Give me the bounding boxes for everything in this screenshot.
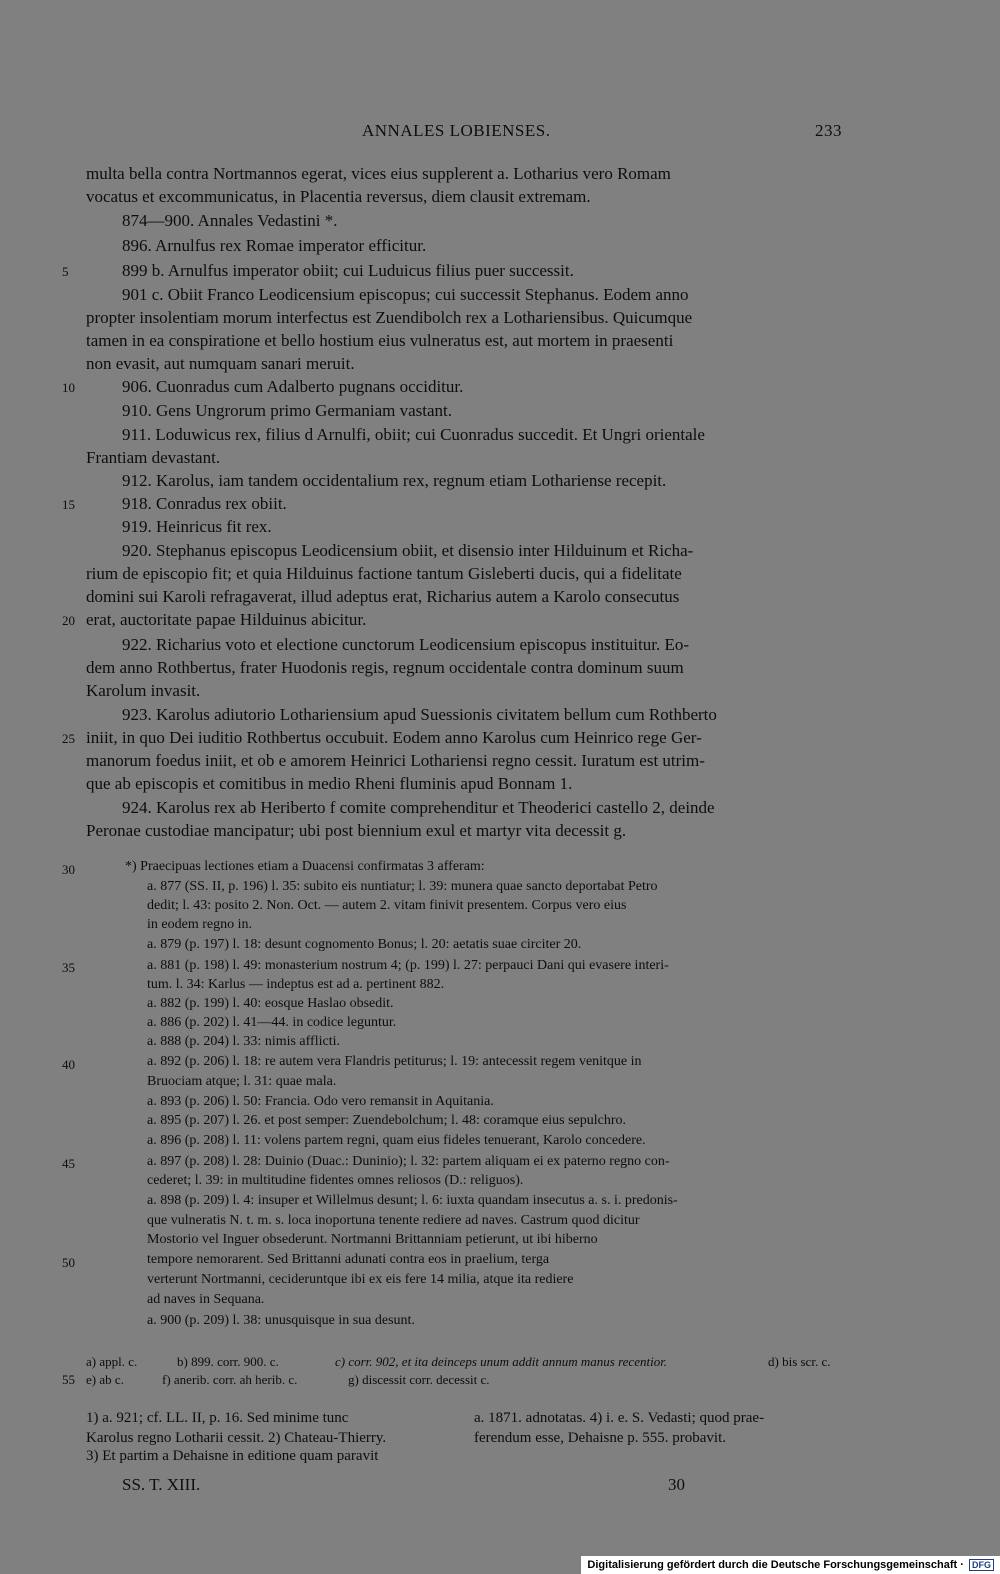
text-line: manorum foedus iniit, et ob e amorem Heinrici Lothariensi regno cessit. Iuratum est utrim- — [86, 751, 705, 770]
critical-note: a) appl. c. — [86, 1354, 138, 1369]
text-line: Frantiam devastant. — [86, 448, 221, 467]
footnote-line: a. 877 (SS. II, p. 196) l. 35: subito eis nuntiatur; l. 39: munera quae sancto deportabat Petro — [147, 879, 658, 894]
footnote-line: a. 897 (p. 208) l. 28: Duinio (Duac.: Duninio); l. 32: partem aliquam ei ex paterno regno con- — [147, 1154, 670, 1169]
footnote-line: a. 882 (p. 199) l. 40: eosque Haslao obsedit. — [147, 996, 394, 1011]
text-line: 922. Richarius voto et electione cunctorum Leodicensium episcopus instituitur. Eo- — [122, 635, 690, 654]
footnote-line: Mostorio vel Inguer obsederunt. Nortmanni Brittanniam petierunt, ut ibi hiberno — [147, 1232, 598, 1247]
footnote-line: a. 893 (p. 206) l. 50: Francia. Odo vero remansit in Aquitania. — [147, 1094, 494, 1109]
text-line: 912. Karolus, iam tandem occidentalium rex, regnum etiam Lothariense recepit. — [122, 471, 667, 490]
footnote-line: a. 886 (p. 202) l. 41—44. in codice leguntur. — [147, 1015, 397, 1030]
critical-note: g) discessit corr. decessit c. — [348, 1372, 490, 1387]
footnote-line: a. 896 (p. 208) l. 11: volens partem regni, quam eius fideles tenuerant, Karolo concedere. — [147, 1133, 646, 1148]
text-line: dem anno Rothbertus, frater Huodonis regis, regnum occidentale contra dominum suum — [86, 658, 684, 677]
text-line: rium de episcopio fit; et quia Hilduinus factione tantum Gisleberti ducis, qui a fidelitate — [86, 564, 682, 583]
footnote-line: in eodem regno in. — [147, 917, 252, 932]
footnote-line: tum. l. 34: Karlus — indeptus est ad a. pertinent 882. — [147, 977, 445, 992]
signature-number: 30 — [668, 1475, 685, 1494]
line-number: 10 — [62, 380, 75, 395]
text-line: tamen in ea conspiratione et bello hostium eius vulneratus est, aut mortem in praesenti — [86, 331, 674, 350]
text-line: vocatus et excommunicatus, in Placentia reversus, diem clausit extremam. — [86, 187, 591, 206]
line-number: 50 — [62, 1255, 75, 1270]
line-number: 30 — [62, 862, 75, 877]
footnote-line: Bruociam atque; l. 31: quae mala. — [147, 1074, 337, 1089]
text-line: 919. Heinricus fit rex. — [122, 517, 272, 536]
endnote-line: a. 1871. adnotatas. 4) i. e. S. Vedasti; quod prae- — [474, 1410, 765, 1426]
text-line: Peronae custodiae mancipatur; ubi post biennium exul et martyr vita decessit g. — [86, 821, 627, 840]
running-title: ANNALES LOBIENSES. — [362, 121, 551, 140]
text-line: non evasit, aut numquam sanari meruit. — [86, 354, 355, 373]
text-line: multa bella contra Nortmannos egerat, vices eius supplerent a. Lotharius vero Romam — [86, 164, 671, 183]
endnote-line: Karolus regno Lotharii cessit. 2) Chateau-Thierry. — [86, 1430, 387, 1446]
critical-note: e) ab c. — [86, 1372, 124, 1387]
line-number: 5 — [62, 264, 69, 279]
text-line: 918. Conradus rex obiit. — [122, 494, 287, 513]
footnote-line: cederet; l. 39: in multitudine fidentes omnes reliosos (D.: religuos). — [147, 1173, 524, 1188]
text-line: iniit, in quo Dei iuditio Rothbertus occubuit. Eodem anno Karolus cum Heinrico rege Ger- — [86, 728, 702, 747]
text-line: 920. Stephanus episcopus Leodicensium obiit, et disensio inter Hilduinum et Richa- — [122, 541, 694, 560]
critical-note: b) 899. corr. 900. c. — [177, 1354, 279, 1369]
footnote-line: a. 892 (p. 206) l. 18: re autem vera Flandris petiturus; l. 19: antecessit regem venitque in — [147, 1054, 642, 1069]
text-line: 924. Karolus rex ab Heriberto f comite comprehenditur et Theoderici castello 2, deinde — [122, 798, 715, 817]
line-number: 20 — [62, 613, 75, 628]
line-number: 15 — [62, 497, 75, 512]
critical-note: f) anerib. corr. ah herib. c. — [162, 1372, 298, 1387]
line-number: 25 — [62, 731, 75, 746]
text-line: propter insolentiam morum interfectus est Zuendibolch rex a Lothariensibus. Quicumque — [86, 308, 693, 327]
footnote-line: tempore nemorarent. Sed Brittanni adunati contra eos in praelium, terga — [147, 1252, 550, 1267]
text-line: que ab episcopis et comitibus in medio Rheni fluminis apud Bonnam 1. — [86, 774, 573, 793]
text-line: 896. Arnulfus rex Romae imperator efficitur. — [122, 236, 427, 255]
text-line: 874—900. Annales Vedastini *. — [122, 211, 338, 230]
text-line: 923. Karolus adiutorio Lothariensium apud Suessionis civitatem bellum cum Rothberto — [122, 705, 717, 724]
text-line: 899 b. Arnulfus imperator obiit; cui Luduicus filius puer successit. — [122, 261, 574, 280]
page-number: 233 — [815, 121, 842, 140]
line-number: 40 — [62, 1057, 75, 1072]
text-line: domini sui Karoli refragaverat, illud adeptus erat, Richarius autem a Karolo consecutus — [86, 587, 680, 606]
critical-note: c) corr. 902, et ita deinceps unum addit annum manus recentior. — [335, 1354, 668, 1369]
footnote-line: que vulneratis N. t. m. s. loca inoportuna tenente rediere ad naves. Castrum quod dicitur — [147, 1213, 640, 1228]
critical-note: d) bis scr. c. — [768, 1354, 831, 1369]
footnote-line: a. 895 (p. 207) l. 26. et post semper: Zuendebolchum; l. 48: coramque eius sepulchro. — [147, 1113, 627, 1128]
footnote-line: a. 888 (p. 204) l. 33: nimis afflicti. — [147, 1034, 340, 1049]
line-number: 35 — [62, 960, 75, 975]
text-line: 901 c. Obiit Franco Leodicensium episcopus; cui successit Stephanus. Eodem anno — [122, 285, 689, 304]
text-line: Karolum invasit. — [86, 681, 201, 700]
text-line: 910. Gens Ungrorum primo Germaniam vastant. — [122, 401, 453, 420]
line-number: 45 — [62, 1156, 75, 1171]
footnote-line: a. 879 (p. 197) l. 18: desunt cognomento Bonus; l. 20: aetatis suae circiter 20. — [147, 937, 582, 952]
footnote-line: ad naves in Sequana. — [147, 1292, 265, 1307]
footnote-line: dedit; l. 43: posito 2. Non. Oct. — autem 2. vitam finivit presentem. Corpus vero eius — [147, 898, 627, 913]
endnote-line: 1) a. 921; cf. LL. II, p. 16. Sed minime tunc — [86, 1410, 349, 1426]
dfg-logo: DFG — [969, 1559, 994, 1571]
footnote-line: a. 881 (p. 198) l. 49: monasterium nostrum 4; (p. 199) l. 27: perpauci Dani qui evasere interi- — [147, 958, 669, 973]
signature-mark: SS. T. XIII. — [122, 1475, 201, 1494]
footnote-line: a. 898 (p. 209) l. 4: insuper et Willelmus desunt; l. 6: iuxta quandam insecutus a. s. i. predonis- — [147, 1193, 678, 1208]
text-line: 911. Loduwicus rex, filius d Arnulfi, obiit; cui Cuonradus succedit. Et Ungri orientale — [122, 425, 705, 444]
endnote-line: ferendum esse, Dehaisne p. 555. probavit. — [474, 1430, 727, 1446]
line-number: 55 — [62, 1372, 75, 1387]
banner-text: Digitalisierung gefördert durch die Deutsche Forschungsgemeinschaft · — [587, 1559, 964, 1571]
text-line: 906. Cuonradus cum Adalberto pugnans occiditur. — [122, 377, 464, 396]
text-line: erat, auctoritate papae Hilduinus abicitur. — [86, 610, 367, 629]
endnote-line: 3) Et partim a Dehaisne in editione quam paravit — [86, 1448, 379, 1464]
funding-banner — [581, 1556, 1000, 1574]
footnote-line: a. 900 (p. 209) l. 38: unusquisque in sua desunt. — [147, 1313, 415, 1328]
footnote-line: verterunt Nortmanni, cecideruntque ibi ex eis fere 14 milia, atque ita rediere — [147, 1272, 574, 1287]
footnote-line: *) Praecipuas lectiones etiam a Duacensi confirmatas 3 afferam: — [125, 859, 485, 874]
